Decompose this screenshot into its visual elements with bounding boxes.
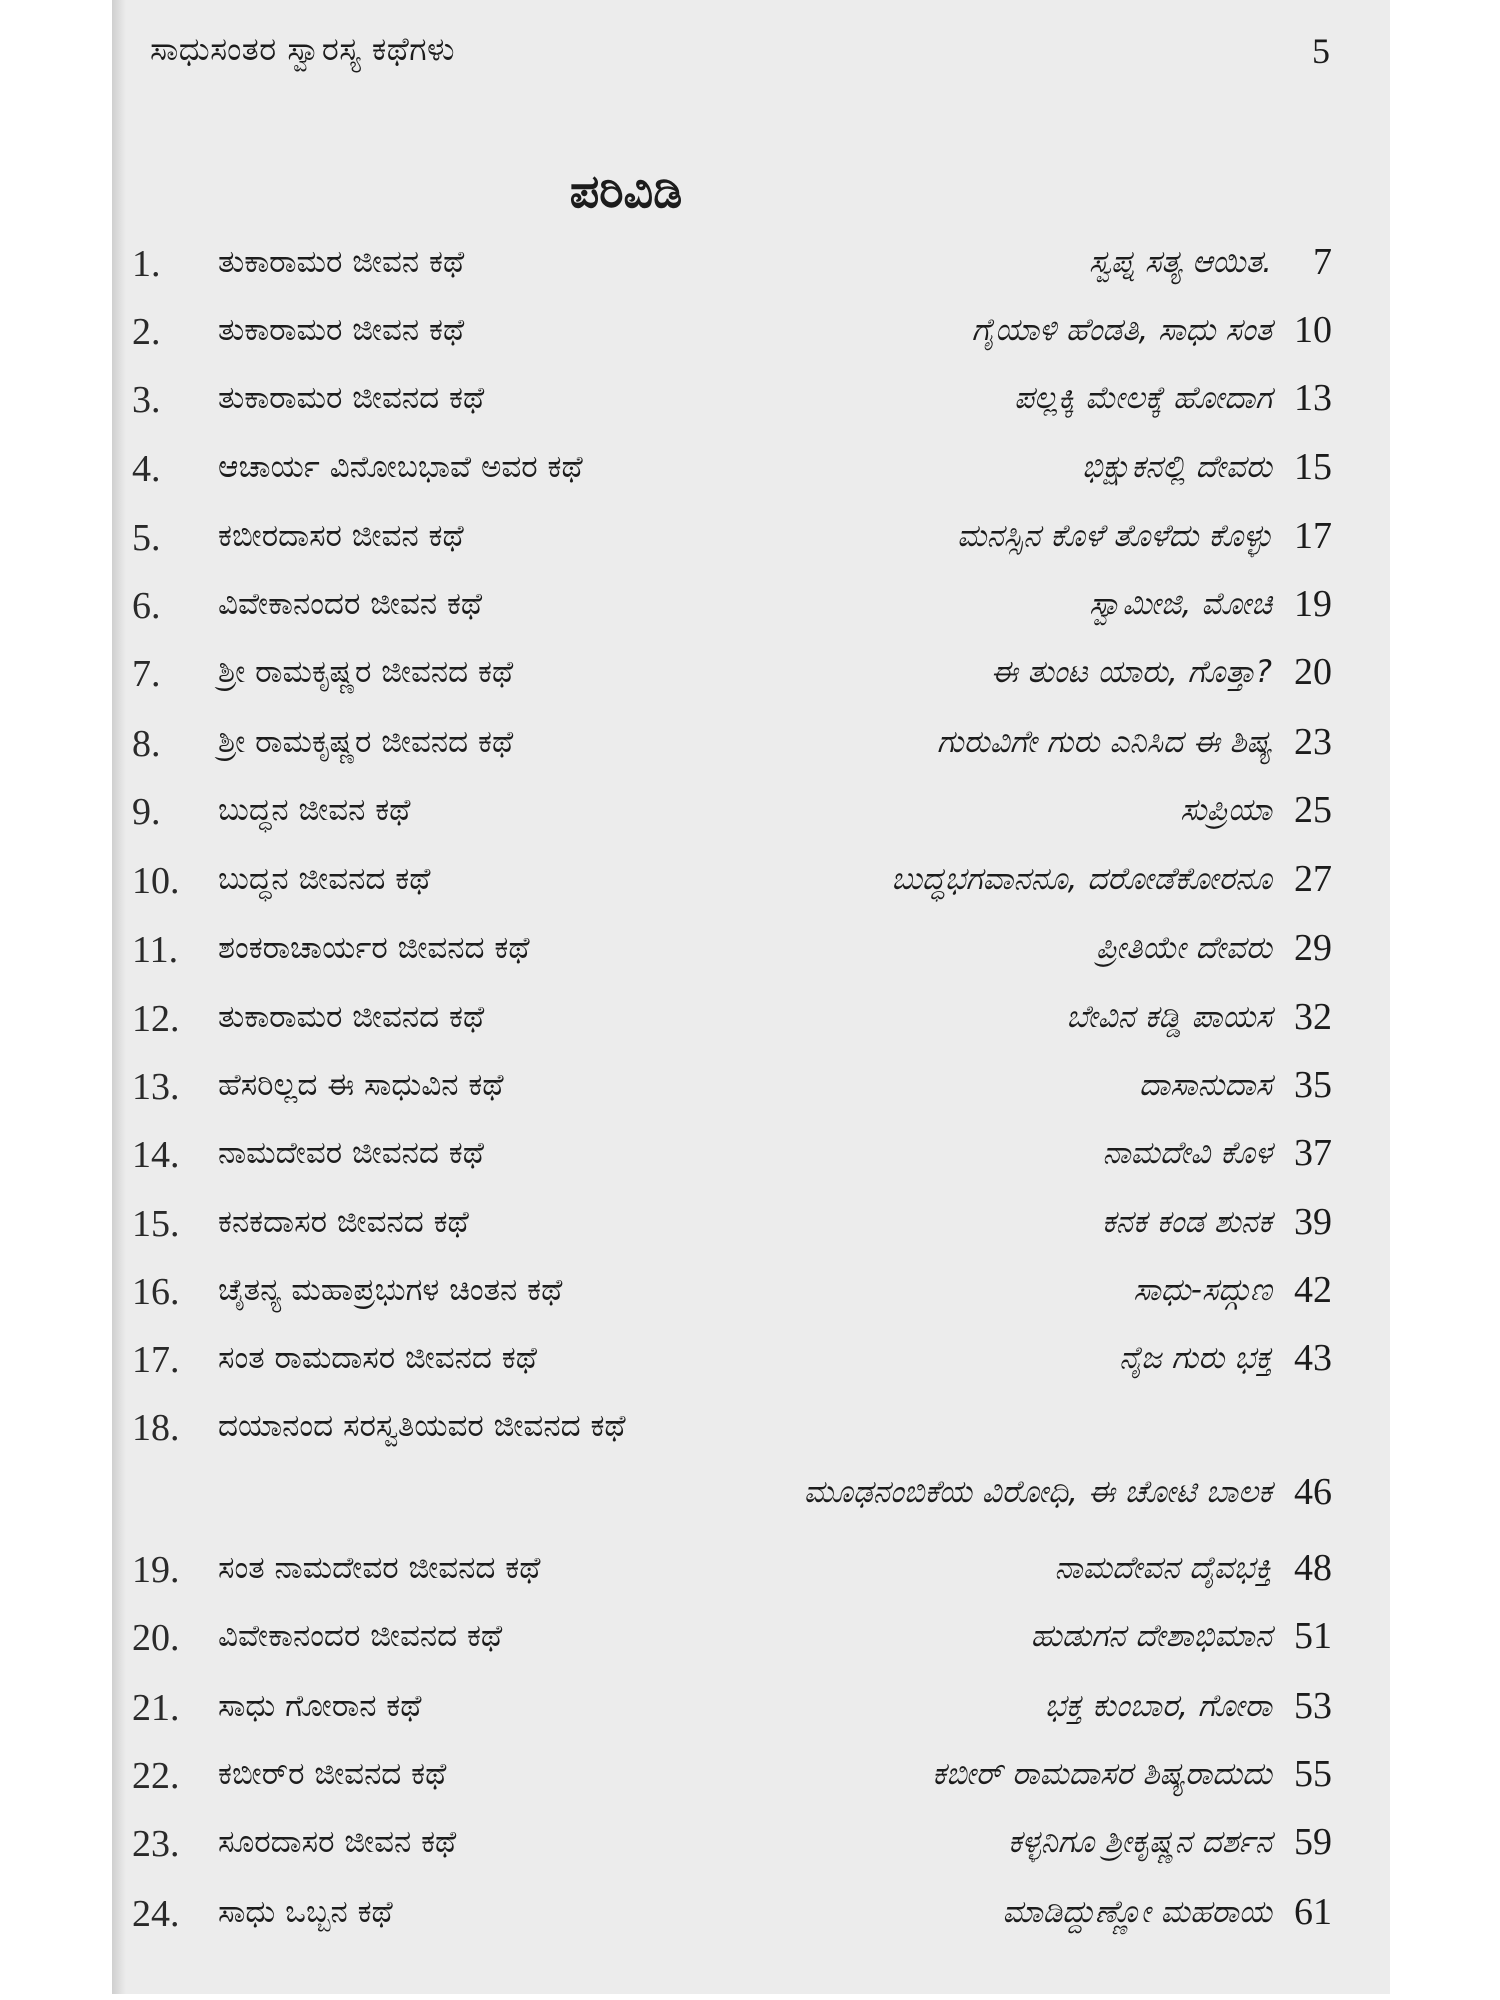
entry-story-title: ಸುಪ್ರಿಯಾ [1180, 792, 1272, 828]
toc-entry [112, 1890, 1390, 1950]
book-page [112, 0, 1390, 1994]
toc-entry [112, 720, 1390, 780]
toc-entry [112, 857, 1390, 917]
entry-number: 18. [132, 1407, 180, 1449]
entry-story-title: ಭಿಕ್ಷುಕನಲ್ಲಿ ದೇವರು [1081, 449, 1272, 485]
entry-story-title: ನಾಮದೇವನ ದೈವಭಕ್ತಿ [1054, 1550, 1272, 1586]
entry-subject: ಕಬೀರದಾಸರ ಜೀವನ ಕಥೆ [218, 518, 464, 554]
toc-entry [112, 926, 1390, 986]
entry-number: 12. [132, 998, 180, 1040]
toc-entry [112, 514, 1390, 574]
toc-entry [112, 788, 1390, 848]
toc-entry [112, 376, 1390, 436]
entry-subject: ಬುದ್ಧನ ಜೀವನದ ಕಥೆ [218, 861, 431, 897]
entry-story-title: ಕನಕ ಕಂಡ ಶುನಕ [1101, 1204, 1272, 1240]
entry-number: 8. [132, 723, 161, 765]
entry-story-title: ಹುಡುಗನ ದೇಶಾಭಿಮಾನ [1030, 1618, 1272, 1654]
toc-entry [112, 1336, 1390, 1396]
entry-page-number: 29 [1294, 927, 1332, 969]
entry-subject: ಶ್ರೀ ರಾಮಕೃಷ್ಣರ ಜೀವನದ ಕಥೆ [218, 724, 514, 760]
entry-page-number: 13 [1294, 377, 1332, 419]
entry-story-title: ಗೈಯಾಳಿ ಹೆಂಡತಿ, ಸಾಧು ಸಂತ [971, 312, 1272, 348]
entry-page-number: 42 [1294, 1269, 1332, 1311]
entry-number: 23. [132, 1823, 180, 1865]
entry-page-number: 55 [1294, 1753, 1332, 1795]
entry-subject: ದಯಾನಂದ ಸರಸ್ವತಿಯವರ ಜೀವನದ ಕಥೆ [218, 1408, 626, 1444]
entry-subject: ತುಕಾರಾಮರ ಜೀವನದ ಕಥೆ [218, 380, 485, 416]
entry-number: 11. [132, 929, 179, 971]
entry-story-title: ಭಕ್ತ ಕುಂಬಾರ, ಗೋರಾ [1044, 1688, 1272, 1724]
entry-story-title: ಮಾಡಿದ್ದುಣ್ಣೋ ಮಹರಾಯ [1002, 1894, 1272, 1930]
entry-page-number: 15 [1294, 446, 1332, 488]
entry-subject: ಚೈತನ್ಯ ಮಹಾಪ್ರಭುಗಳ ಚಿಂತನ ಕಥೆ [218, 1272, 563, 1308]
entry-page-number: 23 [1294, 721, 1332, 763]
toc-entry [112, 240, 1390, 300]
entry-subject: ತುಕಾರಾಮರ ಜೀವನ ಕಥೆ [218, 244, 465, 280]
toc-entry [112, 1546, 1390, 1606]
entry-subject: ವಿವೇಕಾನಂದರ ಜೀವನದ ಕಥೆ [218, 1618, 503, 1654]
toc-entry [112, 1063, 1390, 1123]
entry-number: 16. [132, 1271, 180, 1313]
entry-page-number: 10 [1294, 309, 1332, 351]
entry-story-title: ನೈಜ ಗುರು ಭಕ್ತ [1119, 1340, 1272, 1376]
entry-story-title: ಈ ತುಂಟ ಯಾರು, ಗೊತ್ತಾ? [990, 654, 1272, 690]
entry-story-title: ಬೇವಿನ ಕಡ್ಡಿ ಪಾಯಸ [1066, 999, 1272, 1035]
entry-number: 19. [132, 1549, 180, 1591]
entry-page-number: 7 [1313, 241, 1332, 283]
entry-story-title: ದಾಸಾನುದಾಸ [1139, 1067, 1272, 1103]
entry-number: 4. [132, 448, 161, 490]
entry-page-number: 53 [1294, 1685, 1332, 1727]
entry-number: 2. [132, 311, 161, 353]
entry-subject: ಆಚಾರ್ಯ ವಿನೋಬಭಾವೆ ಅವರ ಕಥೆ [218, 449, 583, 485]
toc-entry [112, 308, 1390, 368]
toc-entry [112, 445, 1390, 505]
entry-story-title: ಸಾಧು-ಸದ್ಗುಣ [1133, 1272, 1272, 1308]
entry-number: 3. [132, 379, 161, 421]
toc-entry [112, 1131, 1390, 1191]
entry-subject: ತುಕಾರಾಮರ ಜೀವನ ಕಥೆ [218, 312, 465, 348]
entry-number: 15. [132, 1203, 180, 1245]
toc-entry [112, 1684, 1390, 1744]
entry-page-number: 27 [1294, 858, 1332, 900]
toc-entry [112, 1820, 1390, 1880]
entry-subject: ನಾಮದೇವರ ಜೀವನದ ಕಥೆ [218, 1135, 485, 1171]
entry-page-number: 61 [1294, 1891, 1332, 1933]
page-number: 5 [1312, 31, 1330, 71]
entry-story-title: ಬುದ್ಧಭಗವಾನನೂ, ದರೋಡೆಕೋರನೂ [891, 861, 1272, 897]
entry-number: 13. [132, 1066, 180, 1108]
toc-entry [112, 1200, 1390, 1260]
entry-number: 24. [132, 1893, 180, 1935]
entry-story-title: ಕಳ್ಳನಿಗೂ ಶ್ರೀಕೃಷ್ಣನ ದರ್ಶನ [1007, 1824, 1272, 1860]
toc-title: ಪರಿವಿಡಿ [569, 164, 683, 218]
entry-subject: ಸಂತ ನಾಮದೇವರ ಜೀವನದ ಕಥೆ [218, 1550, 541, 1586]
toc-entry [112, 1614, 1390, 1674]
entry-number: 1. [132, 243, 161, 285]
toc-entry [112, 582, 1390, 642]
toc-entry [112, 995, 1390, 1055]
entry-story-title: ಮನಸ್ಸಿನ ಕೊಳೆ ತೊಳೆದು ಕೊಳ್ಳು [956, 518, 1272, 554]
entry-page-number: 19 [1294, 583, 1332, 625]
entry-subject: ವಿವೇಕಾನಂದರ ಜೀವನ ಕಥೆ [218, 586, 483, 622]
entry-number: 5. [132, 517, 161, 559]
entry-subject: ಶ್ರೀ ರಾಮಕೃಷ್ಣರ ಜೀವನದ ಕಥೆ [218, 654, 514, 690]
entry-number: 7. [132, 653, 161, 695]
entry-page-number: 25 [1294, 789, 1332, 831]
entry-subject: ತುಕಾರಾಮರ ಜೀವನದ ಕಥೆ [218, 999, 485, 1035]
entry-number: 9. [132, 791, 161, 833]
entry-story-title: ಗುರುವಿಗೇ ಗುರು ಎನಿಸಿದ ಈ ಶಿಷ್ಯ [936, 724, 1272, 760]
entry-story-title: ಪ್ರೀತಿಯೇ ದೇವರು [1095, 930, 1272, 966]
entry-page-number: 46 [1294, 1471, 1332, 1513]
entry-page-number: 20 [1294, 651, 1332, 693]
entry-subject: ಸಾಧು ಒಬ್ಬನ ಕಥೆ [218, 1894, 393, 1930]
toc-entry [112, 1752, 1390, 1812]
entry-page-number: 43 [1294, 1337, 1332, 1379]
entry-story-title: ಪಲ್ಲಕ್ಕಿ ಮೇಲಕ್ಕೆ ಹೋದಾಗ [1014, 380, 1272, 416]
toc-entry [112, 1404, 1390, 1513]
running-head: ಸಾಧುಸಂತರ ಸ್ವಾರಸ್ಯ ಕಥೆಗಳು [150, 30, 456, 68]
entry-page-number: 37 [1294, 1132, 1332, 1174]
entry-page-number: 17 [1294, 515, 1332, 557]
entry-subject: ಬುದ್ಧನ ಜೀವನ ಕಥೆ [218, 792, 411, 828]
entry-page-number: 51 [1294, 1615, 1332, 1657]
entry-story-title: ಕಬೀರ್ ರಾಮದಾಸರ ಶಿಷ್ಯರಾದುದು [932, 1756, 1272, 1792]
entry-story-title: ಮೂಢನಂಬಿಕೆಯ ವಿರೋಧಿ, ಈ ಚೋಟಿ ಬಾಲಕ [803, 1474, 1272, 1510]
entry-number: 21. [132, 1687, 180, 1729]
entry-page-number: 32 [1294, 996, 1332, 1038]
entry-page-number: 59 [1294, 1821, 1332, 1863]
toc-entry [112, 1268, 1390, 1328]
entry-number: 10. [132, 860, 180, 902]
entry-subject: ಸಾಧು ಗೋರಾನ ಕಥೆ [218, 1688, 422, 1724]
entry-page-number: 39 [1294, 1201, 1332, 1243]
entry-number: 22. [132, 1755, 180, 1797]
entry-number: 6. [132, 585, 161, 627]
entry-story-title: ಸ್ವಪ್ನ ಸತ್ಯ ಆಯಿತ. [1089, 244, 1272, 280]
entry-subject: ಶಂಕರಾಚಾರ್ಯರ ಜೀವನದ ಕಥೆ [218, 930, 530, 966]
toc-entry [112, 650, 1390, 710]
entry-story-title: ನಾಮದೇವಿ ಕೊಳ [1102, 1135, 1272, 1171]
entry-number: 20. [132, 1617, 180, 1659]
entry-number: 14. [132, 1134, 180, 1176]
entry-subject: ಕನಕದಾಸರ ಜೀವನದ ಕಥೆ [218, 1204, 469, 1240]
entry-story-title: ಸ್ವಾಮೀಜಿ, ಮೋಚಿ [1089, 586, 1272, 622]
entry-subject: ಸಂತ ರಾಮದಾಸರ ಜೀವನದ ಕಥೆ [218, 1340, 537, 1376]
entry-subject: ಸೂರದಾಸರ ಜೀವನ ಕಥೆ [218, 1824, 457, 1860]
entry-page-number: 35 [1294, 1064, 1332, 1106]
entry-subject: ಕಬೀರ್‌ರ ಜೀವನದ ಕಥೆ [218, 1756, 447, 1792]
entry-number: 17. [132, 1339, 180, 1381]
entry-page-number: 48 [1294, 1547, 1332, 1589]
entry-subject: ಹೆಸರಿಲ್ಲದ ಈ ಸಾಧುವಿನ ಕಥೆ [218, 1067, 504, 1103]
